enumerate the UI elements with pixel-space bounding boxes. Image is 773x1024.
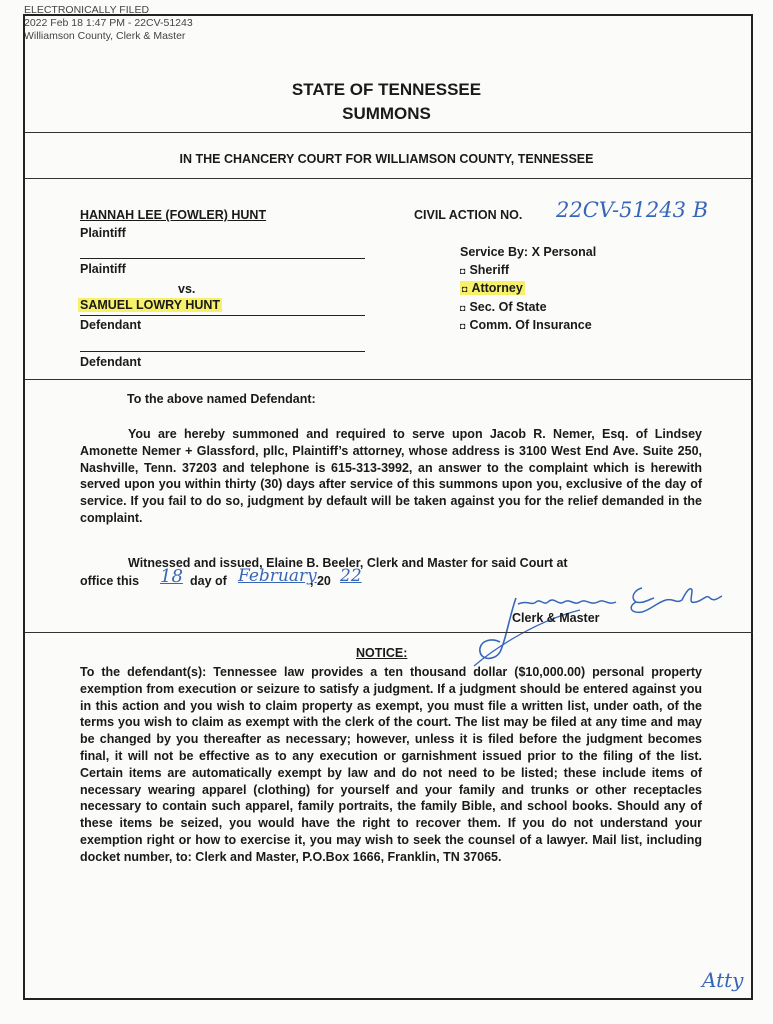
filing-stamp-line: ELECTRONICALLY FILED xyxy=(24,4,150,16)
notice-paragraph xyxy=(80,664,702,866)
document-title: STATE OF TENNESSEE xyxy=(291,80,482,99)
service-option-label: Sheriff xyxy=(469,263,510,277)
signature-line xyxy=(80,315,365,316)
handwritten-day: 18 xyxy=(160,566,183,587)
plaintiff-label: Plaintiff xyxy=(80,226,126,240)
checkbox-icon: ◘ xyxy=(460,303,466,313)
civil-action-label: CIVIL ACTION NO. xyxy=(414,208,523,222)
service-option-label: Sec. Of State xyxy=(469,300,547,314)
checkbox-icon: ◘ xyxy=(462,284,468,294)
year-prefix: , 20 xyxy=(310,574,331,588)
service-by-label: Service By: X Personal xyxy=(460,245,597,259)
plaintiff-name: HANNAH LEE (FOWLER) HUNT xyxy=(80,208,267,222)
filing-stamp-line: 2022 Feb 18 1:47 PM - 22CV-51243 xyxy=(24,17,193,29)
handwritten-case-number: 22CV-51243 B xyxy=(556,198,709,222)
summons-paragraph xyxy=(80,426,702,527)
service-option-sec-of-state xyxy=(460,300,547,314)
defendant-label: Defendant xyxy=(80,355,142,369)
court-name: IN THE CHANCERY COURT FOR WILLIAMSON COUNTY, TENNESSEE xyxy=(179,152,594,166)
witnessed-line: Witnessed and issued, Elaine B. Beeler, Clerk and Master for said Court at xyxy=(128,556,568,570)
service-option-sheriff xyxy=(460,263,509,277)
divider xyxy=(25,178,753,179)
notice-heading: NOTICE: xyxy=(356,646,408,660)
plaintiff-label: Plaintiff xyxy=(80,262,126,276)
defendant-name-highlight: SAMUEL LOWRY HUNT xyxy=(80,298,221,312)
service-option-comm-insurance xyxy=(460,318,592,332)
clerk-signature xyxy=(470,580,740,670)
office-this-label: office this xyxy=(80,574,140,588)
service-option-label: Comm. Of Insurance xyxy=(469,318,592,332)
checkbox-icon: ◘ xyxy=(460,266,466,276)
checkbox-icon: ◘ xyxy=(460,321,466,331)
handwritten-year: 22 xyxy=(340,566,362,586)
filing-stamp-line: Williamson County, Clerk & Master xyxy=(24,30,186,42)
day-of-label: day of xyxy=(190,574,227,588)
summons-text: You are hereby summoned and required to serve upon Jacob R. Nemer, Esq. of Lindsey Amonette Nemer + Glassford, pllc, Plaintiff’s attorney, whose address is 3100 West End Ave. Suite 250, Nashville, Tenn. 37203 and telephone is 615-313-3992, an answer to the complaint which is herewith served upon you within thirty (30) days after service of this summons upon you, exclusive of the day of service. If you fail to do so, judgment by default will be taken against you for the relief demanded in the complaint. xyxy=(80,427,702,525)
document-subtitle: SUMMONS xyxy=(342,104,431,123)
signature-line xyxy=(80,351,365,352)
divider xyxy=(25,632,753,633)
notice-text: To the defendant(s): Tennessee law provides a ten thousand dollar ($10,000.00) personal property exemption from execution or seizure to satisfy a judgment. If a judgment should be entered against you in this action and you wish to claim property as exempt, you must file a written list, under oath, of the terms you wish to claim as exempt with the clerk of the court. The list may be filed at any time and may be changed by you thereafter as necessary; however, unless it is filed before the judgment becomes final, it will not be effective as to any execution or garnishment issued prior to the filing of the list. Certain items are automatically exempt by law and do not need to be listed; these include items of necessary wearing apparel (clothing) for yourself and your family and trunks or other receptacles necessary to contain such apparel, family portraits, the family Bible, and school books. Should any of these items be seized, you would have the right to recover them. If you do not understand your exemption right or how to exercise it, you may wish to seek the counsel of a lawyer. Mail list, including docket number, to: Clerk and Master, P.O.Box 1666, Franklin, TN 37065. xyxy=(80,665,702,864)
clerk-master-label: Clerk & Master xyxy=(512,611,600,625)
service-option-label: Attorney xyxy=(471,281,523,295)
versus-label: vs. xyxy=(178,282,196,296)
defendant-name xyxy=(78,298,222,312)
handwritten-month: February xyxy=(238,566,317,586)
handwritten-atty-note: Atty xyxy=(702,968,744,992)
signature-line xyxy=(80,258,365,259)
defendant-label: Defendant xyxy=(80,318,142,332)
divider xyxy=(25,379,753,380)
divider xyxy=(25,132,753,133)
service-option-attorney xyxy=(460,281,525,295)
addressee: To the above named Defendant: xyxy=(127,392,316,406)
